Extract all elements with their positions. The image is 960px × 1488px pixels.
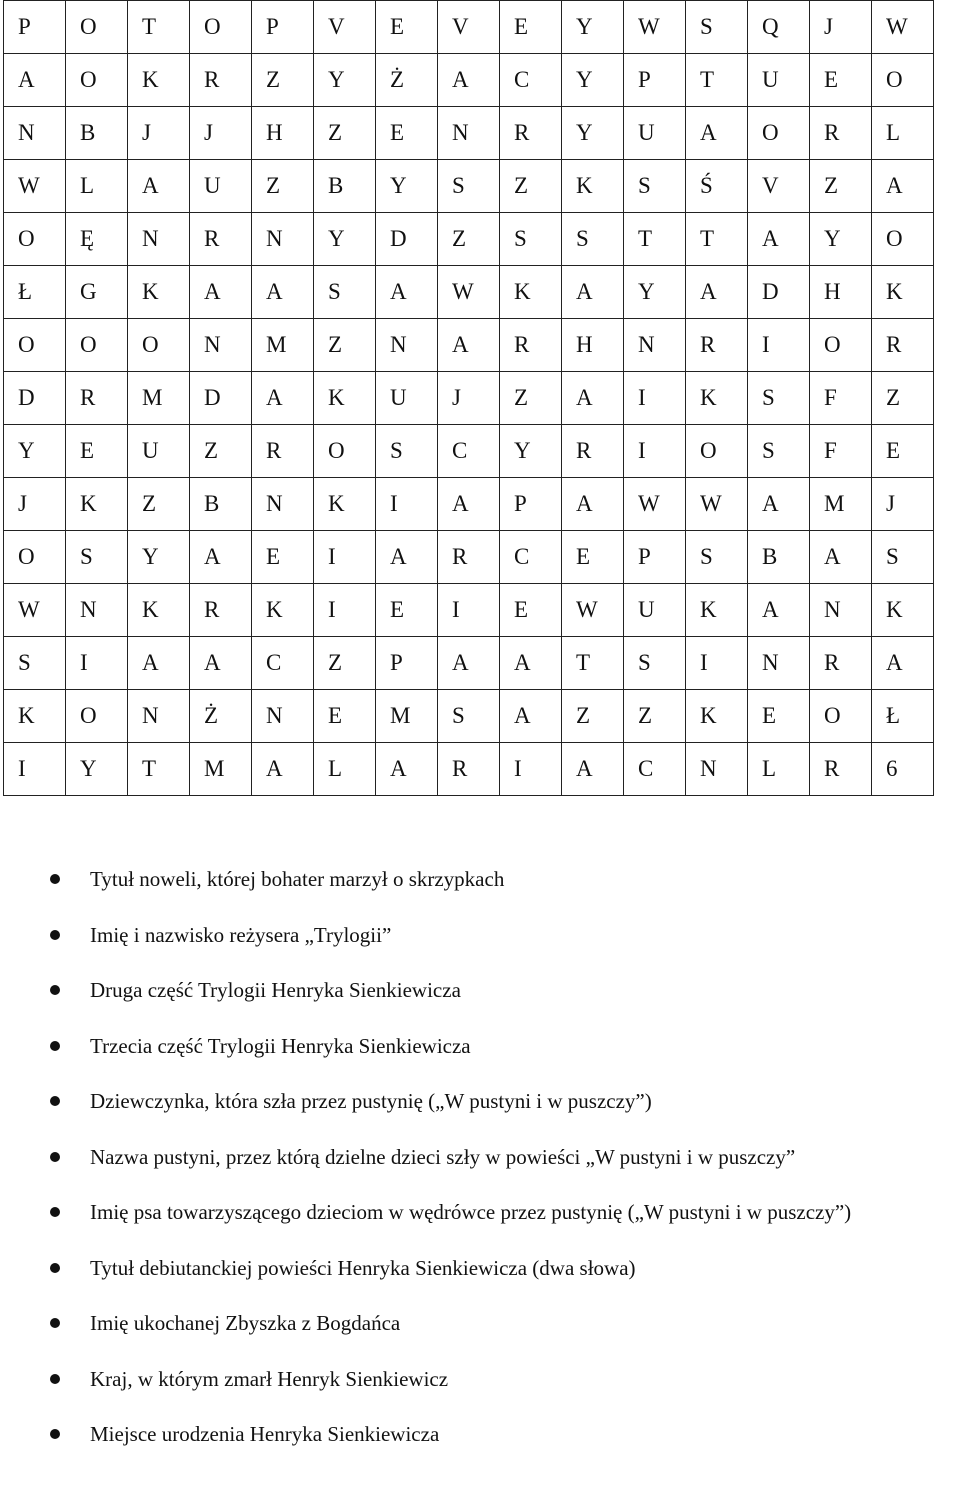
grid-cell: S bbox=[872, 531, 934, 584]
grid-cell: T bbox=[686, 54, 748, 107]
grid-cell: O bbox=[66, 690, 128, 743]
grid-row bbox=[4, 743, 934, 796]
bullet-icon bbox=[50, 1041, 60, 1051]
grid-cell: O bbox=[190, 1, 252, 54]
bullet-icon bbox=[50, 1207, 60, 1217]
grid-cell: S bbox=[314, 266, 376, 319]
grid-cell: E bbox=[562, 531, 624, 584]
grid-cell: O bbox=[66, 54, 128, 107]
grid-cell: A bbox=[128, 160, 190, 213]
grid-cell: A bbox=[748, 584, 810, 637]
grid-cell: Z bbox=[500, 372, 562, 425]
grid-cell: N bbox=[4, 107, 66, 160]
grid-cell: S bbox=[624, 637, 686, 690]
grid-row bbox=[4, 478, 934, 531]
grid-cell: J bbox=[190, 107, 252, 160]
grid-cell: A bbox=[128, 637, 190, 690]
grid-cell: I bbox=[624, 425, 686, 478]
grid-cell: I bbox=[624, 372, 686, 425]
grid-cell: Z bbox=[252, 160, 314, 213]
grid-cell: I bbox=[376, 478, 438, 531]
grid-cell: Z bbox=[314, 319, 376, 372]
grid-cell: R bbox=[810, 107, 872, 160]
grid-cell: W bbox=[872, 1, 934, 54]
grid-cell: M bbox=[128, 372, 190, 425]
bullet-icon bbox=[50, 1263, 60, 1273]
grid-cell: N bbox=[810, 584, 872, 637]
grid-cell: B bbox=[190, 478, 252, 531]
clue-text: Kraj, w którym zmarł Henryk Sienkiewicz bbox=[90, 1366, 449, 1391]
grid-cell: S bbox=[376, 425, 438, 478]
grid-cell: A bbox=[562, 478, 624, 531]
grid-cell: W bbox=[4, 584, 66, 637]
grid-cell: T bbox=[128, 1, 190, 54]
grid-cell: A bbox=[500, 637, 562, 690]
clue-text: Trzecia część Trylogii Henryka Sienkiewicza bbox=[90, 1033, 471, 1058]
grid-cell: P bbox=[252, 1, 314, 54]
clue-item bbox=[50, 1140, 955, 1174]
grid-cell: A bbox=[562, 372, 624, 425]
grid-cell: K bbox=[4, 690, 66, 743]
grid-cell: Y bbox=[562, 54, 624, 107]
grid-cell: K bbox=[500, 266, 562, 319]
grid-cell: D bbox=[748, 266, 810, 319]
bullet-icon bbox=[50, 1152, 60, 1162]
clue-item bbox=[50, 973, 955, 1007]
grid-cell: Ł bbox=[872, 690, 934, 743]
clue-text: Druga część Trylogii Henryka Sienkiewicza bbox=[90, 978, 461, 1002]
grid-row bbox=[4, 690, 934, 743]
grid-cell: O bbox=[4, 531, 66, 584]
grid-cell: N bbox=[252, 478, 314, 531]
grid-cell: W bbox=[4, 160, 66, 213]
grid-cell: E bbox=[376, 107, 438, 160]
clue-text: Miejsce urodzenia Henryka Sienkiewicza bbox=[90, 1422, 440, 1446]
grid-cell: R bbox=[438, 743, 500, 796]
grid-cell: Y bbox=[128, 531, 190, 584]
grid-cell: S bbox=[500, 213, 562, 266]
grid-cell: T bbox=[562, 637, 624, 690]
grid-cell: N bbox=[252, 213, 314, 266]
grid-cell: O bbox=[4, 213, 66, 266]
grid-cell: R bbox=[872, 319, 934, 372]
grid-cell: E bbox=[500, 1, 562, 54]
grid-cell: R bbox=[810, 637, 872, 690]
grid-cell: E bbox=[376, 584, 438, 637]
grid-cell: B bbox=[314, 160, 376, 213]
grid-cell: E bbox=[872, 425, 934, 478]
grid-cell: R bbox=[686, 319, 748, 372]
grid-cell: N bbox=[686, 743, 748, 796]
grid-cell: Z bbox=[810, 160, 872, 213]
clue-item bbox=[50, 1084, 955, 1118]
grid-cell: S bbox=[748, 372, 810, 425]
grid-cell: N bbox=[252, 690, 314, 743]
grid-cell: A bbox=[4, 54, 66, 107]
grid-cell: A bbox=[810, 531, 872, 584]
grid-cell: W bbox=[686, 478, 748, 531]
grid-cell: D bbox=[190, 372, 252, 425]
clue-text: Imię i nazwisko reżysera „Trylogii” bbox=[90, 922, 392, 947]
grid-cell: M bbox=[252, 319, 314, 372]
grid-cell: K bbox=[872, 266, 934, 319]
grid-cell: O bbox=[810, 319, 872, 372]
grid-row bbox=[4, 372, 934, 425]
grid-cell: Z bbox=[624, 690, 686, 743]
grid-cell: R bbox=[500, 107, 562, 160]
grid-cell: S bbox=[4, 637, 66, 690]
grid-cell: B bbox=[748, 531, 810, 584]
grid-cell: D bbox=[376, 213, 438, 266]
grid-cell: W bbox=[624, 478, 686, 531]
grid-cell: Z bbox=[314, 637, 376, 690]
grid-cell: A bbox=[376, 531, 438, 584]
clue-item bbox=[50, 862, 955, 896]
grid-cell: H bbox=[810, 266, 872, 319]
grid-cell: Y bbox=[810, 213, 872, 266]
grid-cell: O bbox=[66, 319, 128, 372]
grid-cell: E bbox=[748, 690, 810, 743]
grid-cell: O bbox=[314, 425, 376, 478]
grid-cell: A bbox=[376, 266, 438, 319]
grid-cell: A bbox=[376, 743, 438, 796]
grid-cell: C bbox=[438, 425, 500, 478]
grid-row bbox=[4, 1, 934, 54]
grid-cell: U bbox=[190, 160, 252, 213]
grid-cell: R bbox=[190, 213, 252, 266]
grid-cell: Z bbox=[500, 160, 562, 213]
grid-cell: R bbox=[190, 584, 252, 637]
grid-cell: I bbox=[66, 637, 128, 690]
grid-cell: G bbox=[66, 266, 128, 319]
grid-cell: P bbox=[624, 54, 686, 107]
grid-cell: M bbox=[810, 478, 872, 531]
grid-cell: V bbox=[314, 1, 376, 54]
grid-cell: 6 bbox=[872, 743, 934, 796]
grid-cell: T bbox=[624, 213, 686, 266]
grid-cell: J bbox=[4, 478, 66, 531]
grid-cell: A bbox=[686, 266, 748, 319]
clue-text: Imię psa towarzyszącego dzieciom w wędrówce przez pustynię („W pustyni i w puszczy”) bbox=[90, 1200, 852, 1224]
grid-cell: O bbox=[4, 319, 66, 372]
grid-cell: Y bbox=[376, 160, 438, 213]
grid-cell: Y bbox=[66, 743, 128, 796]
grid-cell: A bbox=[438, 319, 500, 372]
grid-cell: Ż bbox=[190, 690, 252, 743]
clue-item bbox=[50, 1029, 955, 1063]
grid-cell: K bbox=[128, 54, 190, 107]
grid-cell: Z bbox=[128, 478, 190, 531]
grid-cell: A bbox=[562, 266, 624, 319]
grid-cell: K bbox=[128, 266, 190, 319]
grid-cell: S bbox=[562, 213, 624, 266]
grid-cell: K bbox=[314, 372, 376, 425]
grid-cell: V bbox=[438, 1, 500, 54]
clue-item bbox=[50, 1362, 955, 1396]
grid-cell: I bbox=[686, 637, 748, 690]
grid-cell: H bbox=[562, 319, 624, 372]
grid-cell: B bbox=[66, 107, 128, 160]
grid-cell: N bbox=[128, 213, 190, 266]
grid-cell: A bbox=[686, 107, 748, 160]
grid-cell: Q bbox=[748, 1, 810, 54]
grid-cell: A bbox=[562, 743, 624, 796]
grid-cell: V bbox=[748, 160, 810, 213]
grid-row bbox=[4, 266, 934, 319]
clue-item bbox=[50, 1251, 955, 1285]
grid-cell: S bbox=[624, 160, 686, 213]
grid-cell: J bbox=[438, 372, 500, 425]
grid-cell: P bbox=[4, 1, 66, 54]
grid-cell: E bbox=[500, 584, 562, 637]
grid-cell: A bbox=[190, 637, 252, 690]
bullet-icon bbox=[50, 930, 60, 940]
grid-cell: Z bbox=[562, 690, 624, 743]
grid-cell: T bbox=[686, 213, 748, 266]
grid-row bbox=[4, 531, 934, 584]
grid-cell: Ę bbox=[66, 213, 128, 266]
grid-cell: O bbox=[686, 425, 748, 478]
grid-cell: Ż bbox=[376, 54, 438, 107]
grid-cell: A bbox=[438, 478, 500, 531]
grid-cell: Z bbox=[252, 54, 314, 107]
grid-cell: A bbox=[438, 637, 500, 690]
grid-cell: U bbox=[624, 584, 686, 637]
grid-cell: U bbox=[624, 107, 686, 160]
grid-cell: R bbox=[500, 319, 562, 372]
bullet-icon bbox=[50, 874, 60, 884]
grid-cell: Y bbox=[500, 425, 562, 478]
grid-cell: K bbox=[314, 478, 376, 531]
grid-cell: R bbox=[190, 54, 252, 107]
grid-cell: C bbox=[500, 54, 562, 107]
grid-cell: I bbox=[500, 743, 562, 796]
grid-row bbox=[4, 54, 934, 107]
grid-cell: O bbox=[872, 213, 934, 266]
grid-cell: Y bbox=[562, 107, 624, 160]
grid-cell: R bbox=[66, 372, 128, 425]
bullet-icon bbox=[50, 1096, 60, 1106]
grid-cell: Y bbox=[4, 425, 66, 478]
grid-cell: J bbox=[810, 1, 872, 54]
grid-cell: Z bbox=[438, 213, 500, 266]
grid-cell: L bbox=[872, 107, 934, 160]
grid-cell: J bbox=[872, 478, 934, 531]
grid-cell: S bbox=[686, 1, 748, 54]
grid-cell: A bbox=[438, 54, 500, 107]
grid-cell: A bbox=[748, 478, 810, 531]
grid-cell: K bbox=[252, 584, 314, 637]
grid-row bbox=[4, 637, 934, 690]
bullet-icon bbox=[50, 1318, 60, 1328]
grid-cell: K bbox=[686, 584, 748, 637]
grid-cell: O bbox=[748, 107, 810, 160]
grid-cell: A bbox=[190, 531, 252, 584]
grid-cell: L bbox=[66, 160, 128, 213]
grid-cell: L bbox=[748, 743, 810, 796]
grid-cell: W bbox=[438, 266, 500, 319]
grid-cell: M bbox=[190, 743, 252, 796]
grid-cell: E bbox=[376, 1, 438, 54]
clue-text: Imię ukochanej Zbyszka z Bogdańca bbox=[90, 1311, 401, 1335]
grid-cell: K bbox=[128, 584, 190, 637]
clue-text: Tytuł noweli, której bohater marzył o skrzypkach bbox=[90, 867, 505, 891]
grid-cell: R bbox=[252, 425, 314, 478]
grid-cell: C bbox=[252, 637, 314, 690]
grid-cell: C bbox=[624, 743, 686, 796]
grid-cell: K bbox=[686, 372, 748, 425]
grid-cell: Ś bbox=[686, 160, 748, 213]
grid-cell: A bbox=[872, 160, 934, 213]
grid-cell: Y bbox=[314, 213, 376, 266]
grid-cell: M bbox=[376, 690, 438, 743]
grid-cell: S bbox=[438, 160, 500, 213]
grid-cell: D bbox=[4, 372, 66, 425]
grid-cell: Y bbox=[562, 1, 624, 54]
grid-row bbox=[4, 584, 934, 637]
grid-cell: K bbox=[686, 690, 748, 743]
grid-cell: O bbox=[810, 690, 872, 743]
grid-cell: N bbox=[748, 637, 810, 690]
grid-cell: U bbox=[128, 425, 190, 478]
grid-row bbox=[4, 319, 934, 372]
grid-cell: S bbox=[438, 690, 500, 743]
grid-cell: I bbox=[748, 319, 810, 372]
grid-row bbox=[4, 213, 934, 266]
grid-cell: A bbox=[252, 743, 314, 796]
grid-cell: O bbox=[872, 54, 934, 107]
clue-item bbox=[50, 1306, 955, 1340]
grid-cell: Y bbox=[624, 266, 686, 319]
grid-cell: P bbox=[500, 478, 562, 531]
bullet-icon bbox=[50, 985, 60, 995]
grid-cell: A bbox=[872, 637, 934, 690]
grid-cell: N bbox=[438, 107, 500, 160]
grid-cell: W bbox=[624, 1, 686, 54]
clue-item bbox=[50, 1417, 955, 1451]
grid-cell: Y bbox=[314, 54, 376, 107]
grid-cell: P bbox=[376, 637, 438, 690]
grid-cell: O bbox=[128, 319, 190, 372]
grid-cell: S bbox=[686, 531, 748, 584]
grid-cell: I bbox=[314, 531, 376, 584]
grid-cell: Ł bbox=[4, 266, 66, 319]
grid-cell: A bbox=[748, 213, 810, 266]
grid-cell: R bbox=[438, 531, 500, 584]
grid-cell: R bbox=[562, 425, 624, 478]
clue-text: Dziewczynka, która szła przez pustynię („W pustyni i w puszczy”) bbox=[90, 1089, 652, 1113]
clue-list bbox=[50, 862, 955, 1473]
grid-cell: R bbox=[810, 743, 872, 796]
grid-cell: F bbox=[810, 425, 872, 478]
grid-cell: I bbox=[438, 584, 500, 637]
grid-row bbox=[4, 107, 934, 160]
grid-cell: T bbox=[128, 743, 190, 796]
grid-cell: K bbox=[872, 584, 934, 637]
clue-item bbox=[50, 918, 955, 952]
grid-cell: E bbox=[66, 425, 128, 478]
grid-cell: E bbox=[252, 531, 314, 584]
grid-cell: A bbox=[190, 266, 252, 319]
grid-cell: N bbox=[128, 690, 190, 743]
grid-cell: P bbox=[624, 531, 686, 584]
grid-cell: W bbox=[562, 584, 624, 637]
grid-cell: A bbox=[252, 372, 314, 425]
clue-item bbox=[50, 1195, 955, 1229]
word-search-grid bbox=[3, 0, 934, 796]
grid-cell: U bbox=[748, 54, 810, 107]
grid-cell: J bbox=[128, 107, 190, 160]
grid-cell: I bbox=[314, 584, 376, 637]
grid-cell: E bbox=[810, 54, 872, 107]
clue-text: Tytuł debiutanckiej powieści Henryka Sienkiewicza (dwa słowa) bbox=[90, 1255, 636, 1280]
grid-cell: E bbox=[314, 690, 376, 743]
grid-cell: I bbox=[4, 743, 66, 796]
grid-cell: S bbox=[66, 531, 128, 584]
grid-cell: K bbox=[562, 160, 624, 213]
grid-cell: A bbox=[252, 266, 314, 319]
grid-cell: Z bbox=[190, 425, 252, 478]
grid-cell: H bbox=[252, 107, 314, 160]
grid-cell: Z bbox=[872, 372, 934, 425]
grid-cell: S bbox=[748, 425, 810, 478]
grid-cell: K bbox=[66, 478, 128, 531]
bullet-icon bbox=[50, 1374, 60, 1384]
grid-cell: L bbox=[314, 743, 376, 796]
grid-cell: Z bbox=[314, 107, 376, 160]
grid-cell: N bbox=[376, 319, 438, 372]
grid-cell: N bbox=[190, 319, 252, 372]
grid-cell: N bbox=[624, 319, 686, 372]
clue-text: Nazwa pustyni, przez którą dzielne dzieci szły w powieści „W pustyni i w puszczy” bbox=[90, 1144, 796, 1169]
grid-cell: U bbox=[376, 372, 438, 425]
grid-cell: A bbox=[500, 690, 562, 743]
grid-row bbox=[4, 425, 934, 478]
grid-cell: C bbox=[500, 531, 562, 584]
grid-cell: O bbox=[66, 1, 128, 54]
bullet-icon bbox=[50, 1429, 60, 1439]
grid-cell: N bbox=[66, 584, 128, 637]
grid-cell: F bbox=[810, 372, 872, 425]
grid-row bbox=[4, 160, 934, 213]
